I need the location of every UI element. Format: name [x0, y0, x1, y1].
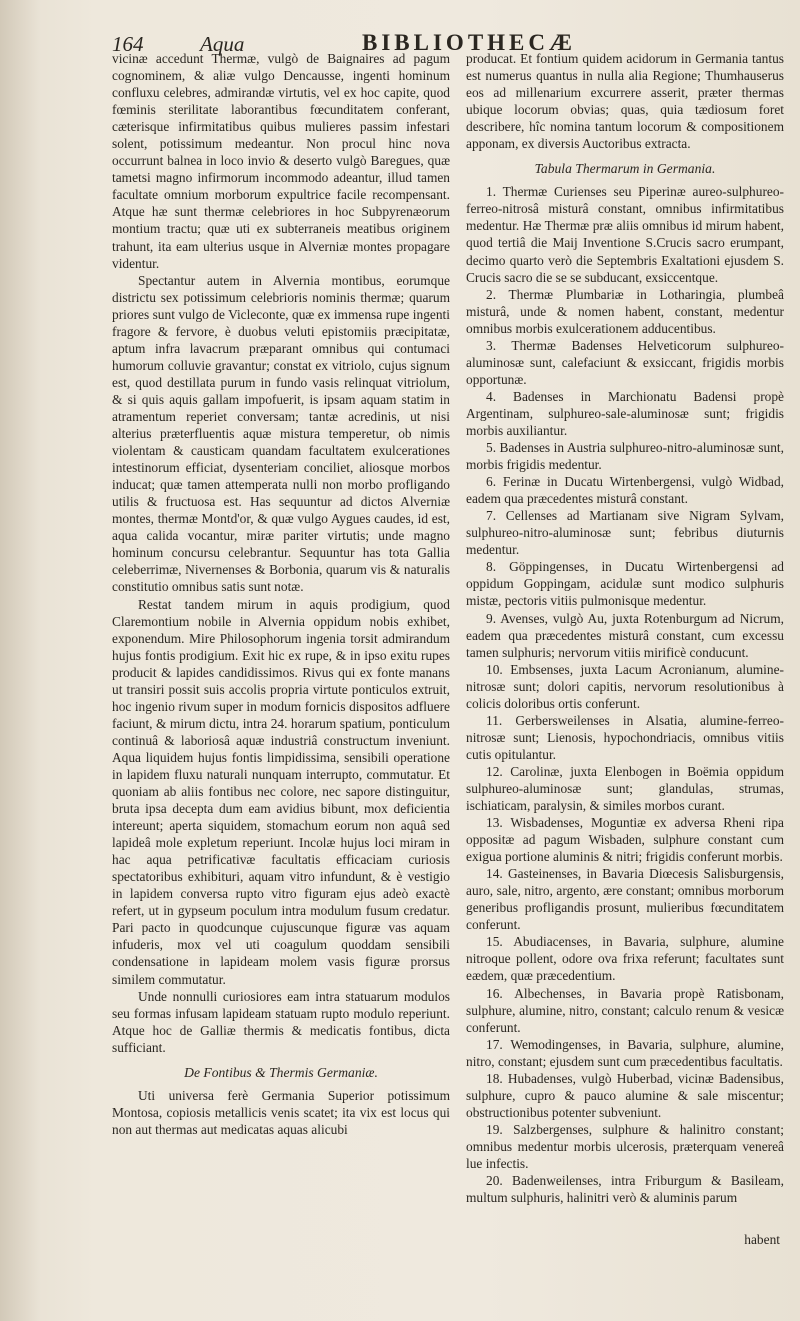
paragraph: Unde nonnulli curiosiores eam intra statuarum modulos seu formas infusam lapideam statuam rupto modulo reperiunt. Atque hoc de Galliæ thermis & medicatis fontibus, dicta sufficiant. [112, 988, 450, 1055]
section-title: De Fontibus & Thermis Germaniæ. [184, 1064, 378, 1080]
thermae-entry: 20. Badenweilenses, intra Friburgum & Basileam, multum sulphuris, halinitri verò & aluminis parum [466, 1173, 784, 1206]
thermae-entry: 8. Göppingenses, in Ducatu Wirtenbergensi ad oppidum Goppingam, acidulæ sunt modico sulphuris mistæ, pectoris vitiis pulmonisque medentur. [466, 559, 784, 609]
running-title: BIBLIOTHECÆ [362, 30, 576, 55]
thermae-entry: 1. Thermæ Curienses seu Piperinæ aureo-sulphureo-ferreo-nitrosâ misturâ constant, omnibus infirmitatibus medentur. Hæ Thermæ præ aliis omnibus id mirum habent, quod tertiâ die Maij Inventione S.Crucis sacro erumpant, decimo quarto verò die Septembris Exaltationi ejusdem S. Crucis sacro die se se subducant, exsiccentque. [466, 184, 784, 285]
thermae-entry: 10. Embsenses, juxta Lacum Acronianum, alumine-nitrosæ sunt; dolori capitis, nervorum resolutionibus à colicis doloribus ortis conferunt. [466, 661, 784, 711]
thermae-entry: 15. Abudiacenses, in Bavaria, sulphure, alumine nitroque pollent, odore ova frixa referunt; facultates sunt eædem, quæ præcedentium. [466, 934, 784, 984]
paragraph: Spectantur autem in Alvernia montibus, eorumque districtu sex potissimum celebrioris nominis thermæ; quarum priores sunt vulgo de Vicleconte, quæ ex immensa rupe ingenti fragore & fervore, è duobus veluti epistomiis præcipitatæ, aptum infra lavacrum præparant omnibus qui contumaci humorum colluvie gravantur; constat ex vitriolo, cujus signum est, quod destillata purum in fundo vasis relinquat vitriolum, & si quis aquis gallam impofuerit, is ipsam aquam statim in atramentum reperiet conversam; tantæ acredinis, ut nisi alterius præterfluentis aquæ mistura temperetur, ob nimis violentam & causticam quandam facultatem exulcerationes intestinorum efficiat, dysenteriam conciliet, aliosque morbos inducat; quæ tamen attemperata nulli non morbo profligando utilis & fructuosa est. Has sequuntur ad dictos Alverniæ montes, thermæ Montd'or, & quæ vulgo Aygues caudes, id est, aqua calida vocantur, miræ pariter virtutis; unde magno hominum concursu celebrantur. Sequuntur has tota Gallia celeberrimæ, Nivernenses & Borbonia, quarum vis & naturalis constitutio omnibus satis sunt notæ. [112, 272, 450, 595]
thermae-entry: 2. Thermæ Plumbariæ in Lotharingia, plumbeâ misturâ, unde & nomen habent, constant, medentur omnibus morbis exulcerationem adducentibus. [466, 286, 784, 336]
left-column [112, 50, 450, 1138]
thermae-entry: 3. Thermæ Badenses Helveticorum sulphureo-aluminosæ sunt, calefaciunt & exsiccant, frigidis morbis opportunæ. [466, 337, 784, 387]
paragraph: Uti universa ferè Germania Superior potissimum Montosa, copiosis metallicis venis scatet; ita vix est locus qui non aut thermas aut medicatas aquas alicubi [112, 1087, 450, 1137]
thermae-entry: 7. Cellenses ad Martianam sive Nigram Sylvam, sulphureo-nitro-aluminosæ sunt; febribus diuturnis medentur. [466, 508, 784, 558]
thermae-entry: 13. Wisbadenses, Moguntiæ ex adversa Rheni ripa oppositæ ad pagum Wisbaden, sulphure constant cum exigua portione aluminis & nitri; frigidis conferunt morbis. [466, 815, 784, 865]
thermae-entry: 17. Wemodingenses, in Bavaria, sulphure, alumine, nitro, constant; ejusdem sunt cum præcedentibus facultatis. [466, 1036, 784, 1069]
catchword: habent [744, 1232, 780, 1247]
thermae-entry: 14. Gasteinenses, in Bavaria Diœcesis Salisburgensis, auro, sale, nitro, argento, ære constant; omnibus morborum generibus profligandis prosunt, mulieribus fœcunditatem conferunt. [466, 866, 784, 933]
thermae-entry: 5. Badenses in Austria sulphureo-nitro-aluminosæ sunt, morbis frigidis medentur. [466, 440, 784, 473]
thermae-entry: 18. Hubadenses, vulgò Huberbad, vicinæ Badensibus, sulphure, cupro & pauco alumine & sale miscentur; obstructionibus potenter subveniunt. [466, 1070, 784, 1120]
thermae-entry: 4. Badenses in Marchionatu Badensi propè Argentinam, sulphureo-sale-aluminosæ sunt; frigidis morbis auxiliantur. [466, 388, 784, 438]
thermae-entry: 12. Carolinæ, juxta Elenbogen in Boëmia oppidum sulphureo-aluminosæ sunt; glandulas, strumas, ischiaticam, paralysin, & similes morbos curant. [466, 763, 784, 814]
thermae-entry: 6. Ferinæ in Ducatu Wirtenbergensi, vulgò Widbad, eadem qua præcedentes misturâ constant. [466, 474, 784, 507]
table-title: Tabula Thermarum in Germania. [534, 161, 716, 177]
gutter-shadow [0, 0, 40, 1321]
paragraph: Restat tandem mirum in aquis prodigium, quod Claremontium nobile in Alvernia oppidum nobis exhibet, exponendum. Mire Philosophorum ingenia torsit admirandum hujus fontis prodigium. Exit hic ex rupe, & in ipso exitu rupes producit & lapides candidissimos. Rivus qui ex fonte manans ut transiri possit suis accolis propria virtute ponticulos extruit, hoc ingenio rivum super in modum fornicis dispositos adfluere faciunt, & mirum dictu, intra 24. horarum spatium, ponticulum continuâ & laboriosâ aquæ industriâ constructum inveniunt. Aqua liquidem hujus fontis limpidissima, sensibili operatione in lapidem fluxu naturali nunquam interrupto, commutatur. Et quoniam ab aliis fontibus nec colore, nec sapore distinguitur, bruta ipsa decepta dum eam avidius bibunt, mox deficientia intereunt; aperta siquidem, stomachum eorum non aquâ sed lapideâ mole expletum reperiunt. Incolæ hujus loci miram in hac aqua petrificativæ facultatis efficaciam curiosis spectatoribus exhibituri, aquam vitro infundunt, & è vestigio in lapidem conversa rupto vitro figuram ejus adeò exactè refert, ut in gypseum poculum intra modulum fusum credatur. Pari pacto in quodcunque cujuscunque figuræ vas aquam infuderis, mox vel uti coagulum quoddam sensibili condensatione in lapideam molem vasis figuræ prorsus similem commutatur. [112, 596, 450, 987]
thermae-entry: 19. Salzbergenses, sulphure & halinitro constant; omnibus medentur morbis ulcerosis, præterquam venereâ lue infectis. [466, 1121, 784, 1171]
thermae-entry: 9. Avenses, vulgò Au, juxta Rotenburgum ad Nicrum, eadem qua præcedentes misturâ constant, cum excessu tamen sulphuris; nervorum vitiis mirificè conducunt. [466, 610, 784, 660]
thermae-entry: 11. Gerbersweilenses in Alsatia, alumine-ferreo-nitrosæ sunt; Lienosis, hypochondriacis, omnibus vitiis cutis opitulantur. [466, 712, 784, 762]
thermae-entry: 16. Albechenses, in Bavaria propè Ratisbonam, sulphure, alumine, nitro, constant; calculo renum & vesicæ conferunt. [466, 985, 784, 1035]
paragraph: vicinæ accedunt Thermæ, vulgò de Baignaires ad pagum cognominem, & aliæ vulgo Dencausse, ingenti hominum confluxu celebres, admirandæ virtutis, vel ex hoc capite, quod fœminis sterilitate laborantibus fœcunditatem conferant, cæterisque infirmitatibus quibus mulieres passim infestari solent, potissimum medeantur. Non procul hinc nova occurrunt balnea in loco invio & deserto vulgò Baregues, quæ tametsi magno infirmorum incommodo adeantur, illud tamen facultate omnium morborum expultrice facile recompensant. Atque hæ sunt thermæ celebriores in hoc Subpyrenæorum montium tractu; quæ uti ex subterraneis meatibus originem trahunt, ita eam ulterius usque in Alverniæ montes propagare videntur. [112, 51, 450, 271]
right-column [466, 50, 784, 1206]
page-number: 164 [112, 32, 144, 56]
paragraph: producat. Et fontium quidem acidorum in Germania tantus est numerus quantus in nulla alia Regione; Thumhauserus eos ad millenarium excurrere asserit, præter thermas ubique locorum obvias; quas, quia tædiosum foret describere, hîc nomina tantum locorum & compositionem apponam, ex diversis Auctoribus extracta. [466, 51, 784, 152]
running-word: Aqua [200, 32, 245, 56]
